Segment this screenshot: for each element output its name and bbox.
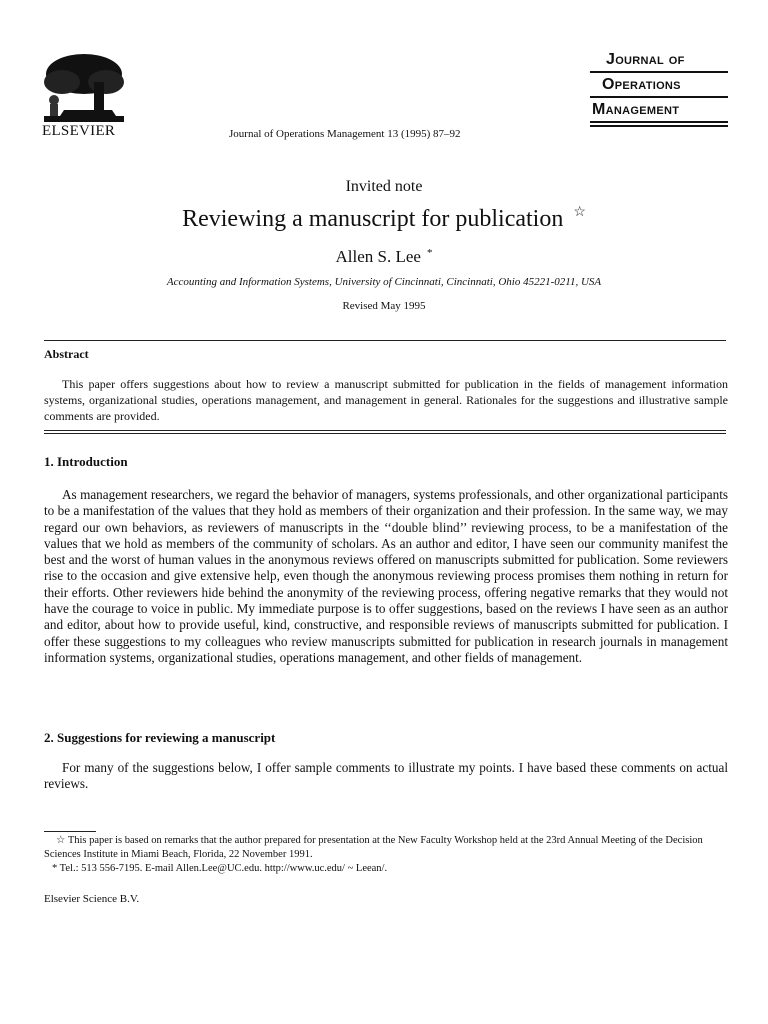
title-footnote-mark: ☆ <box>573 205 586 220</box>
journal-logo-line: Management <box>592 101 680 118</box>
publisher-imprint: Elsevier Science B.V. <box>44 893 140 905</box>
section-body: For many of the suggestions below, I offer sample comments to illustrate my points. I have based these comments on actual reviews. <box>44 760 728 792</box>
article-author <box>0 247 768 267</box>
article-kicker: Invited note <box>345 178 423 195</box>
section-heading: 2. Suggestions for reviewing a manuscript <box>44 730 276 745</box>
section-body: As management researchers, we regard the behavior of managers, systems professionals, and other organizational participants to be a manifestation of the values that they hold as members of their organization and their profession. In the same way, we may regard our own behaviors, as reviewers of manuscripts in the ‘‘double blind’’ reviewing process, to be a manifestation of the values that we hold as members of the community of scholars. As an author and editor, I have seen our community manifest the best and the worst of human values in the anonymous reviews offered on manuscripts submitted for publication. Some reviewers rise to the occasion and give extensive help, even though the anonymous reviewing process promises them nothing in return for their efforts. Other reviewers hide behind the anonymity of the reviewing process, offering negative remarks that they would not have the courage to voice in public. My immediate purpose is to offer suggestions, based on the reviews I have seen as an author and editor, about how to provide useful, kind, constructive, and responsible reviews of manuscripts submitted for publication. I offer these suggestions to my colleagues who review manuscripts submitted for publication in research journals in management information systems, organizational studies, operations management, and other fields of management. <box>44 487 728 665</box>
author-affiliation: Accounting and Information Systems, University of Cincinnati, Cincinnati, Ohio 45221-0211, USA <box>166 276 602 288</box>
abstract-text: This paper offers suggestions about how to review a manuscript submitted for publication in the fields of management information systems, organizational studies, operations management, and management in general. Rationales for the suggestions and illustrative sample comments are provided. <box>44 377 728 423</box>
article-title-text: Reviewing a manuscript for publication <box>182 206 564 232</box>
divider <box>44 340 726 341</box>
journal-logo-line: Operations <box>602 76 681 93</box>
divider <box>44 430 726 431</box>
footnote-divider <box>44 831 96 832</box>
author-name: Allen S. Lee <box>335 247 421 266</box>
author-footnote-mark: * <box>426 247 433 259</box>
elsevier-tree-logo <box>40 52 128 124</box>
journal-citation: Journal of Operations Management 13 (1995) 87–92 <box>229 128 461 140</box>
abstract-heading: Abstract <box>44 347 89 361</box>
footnote: * Tel.: 513 556-7195. E-mail Allen.Lee@UC.edu. http://www.uc.edu/ ~ Leean/. <box>52 863 388 874</box>
revision-date: Revised May 1995 <box>342 300 426 312</box>
publisher-name: ELSEVIER <box>42 123 116 139</box>
section-heading: 1. Introduction <box>44 454 128 469</box>
divider <box>44 433 726 434</box>
article-title <box>0 206 768 233</box>
journal-logo <box>590 50 728 129</box>
journal-logo-line: Journal of <box>606 51 685 68</box>
footnote: ☆ This paper is based on remarks that the author prepared for presentation at the New Faculty Workshop held at the 23rd Annual Meeting of the Decision Sciences Institute in Miami Beach, Florida, 22 November 1991. <box>44 835 703 860</box>
footnotes <box>44 834 734 876</box>
